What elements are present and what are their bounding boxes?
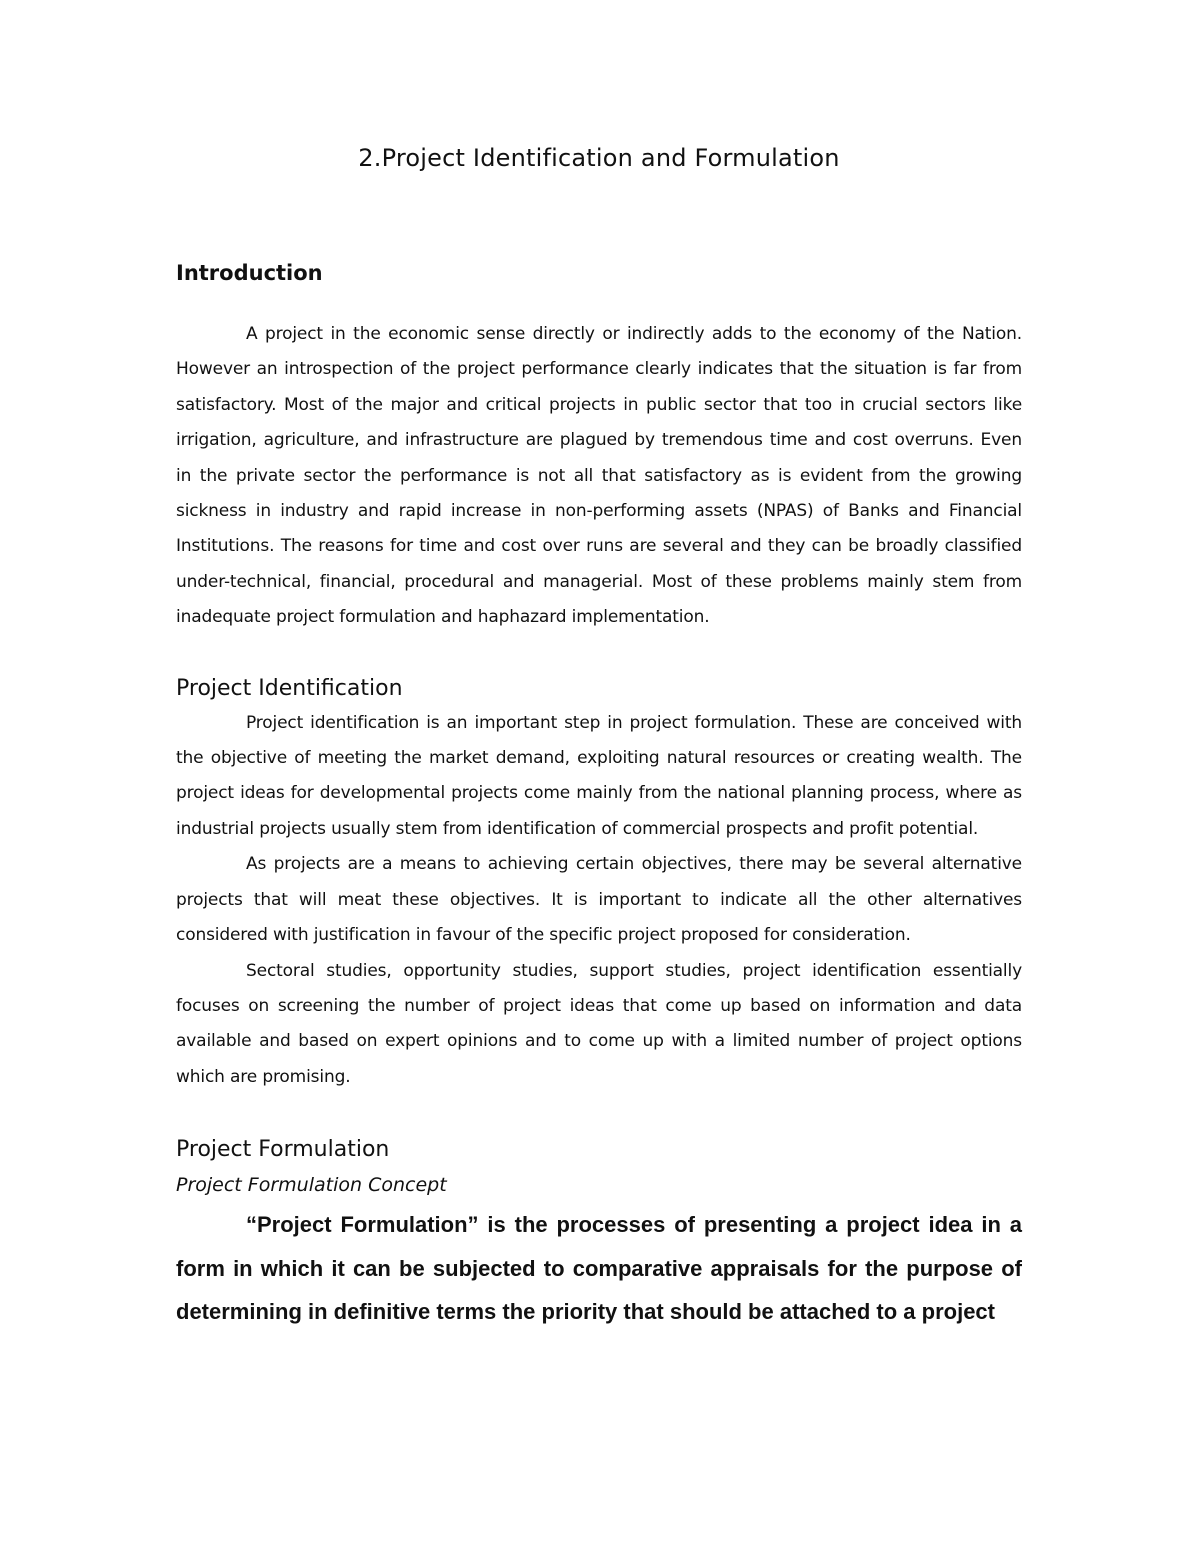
introduction-paragraph: A project in the economic sense directly or indirectly adds to the economy of the Nation. However an introspection of the project performance clearly indicates that the situation is far from satisfactory. Most of the major and critical projects in public sector that too in crucial sectors like irrigation, agriculture, and infrastructure are plagued by tremendous time and cost overruns. Even in the private sector the performance is not all that satisfactory as is evident from the growing sickness in industry and rapid increase in non-performing assets (NPAS) of Banks and Financial Institutions. The reasons for time and cost over runs are several and they can be broadly classified under-technical, financial, procedural and managerial. Most of these problems mainly stem from inadequate project formulation and haphazard implementation. bbox=[176, 324, 1022, 628]
identification-paragraph-1: Project identification is an important step in project formulation. These are conceived with the objective of meeting the market demand, exploiting natural resources or creating wealth. The project ideas for developmental projects come mainly from the national planning process, where as industrial projects usually stem from identification of commercial prospects and profit potential. bbox=[176, 712, 1022, 839]
formulation-lead-paragraph: “Project Formulation” is the processes of presenting a project idea in a form in which it can be subjected to comparative appraisals for the purpose of determining in definitive terms the priority that should be attached to a project bbox=[176, 1212, 1022, 1325]
formulation-heading: Project Formulation bbox=[176, 1137, 390, 1163]
identification-paragraph-3: Sectoral studies, opportunity studies, support studies, project identification essentially focuses on screening the number of project ideas that come up based on information and data available and based on expert opinions and to come up with a limited number of project options which are promising. bbox=[176, 960, 1022, 1087]
document-content bbox=[176, 138, 1022, 1334]
identification-heading: Project Identification bbox=[176, 675, 403, 701]
formulation-subheading: Project Formulation Concept bbox=[176, 1174, 447, 1197]
introduction-heading: Introduction bbox=[176, 261, 323, 285]
identification-paragraph-2: As projects are a means to achieving certain objectives, there may be several alternative projects that will meat these objectives. It is important to indicate all the other alternatives considered with justification in favour of the specific project proposed for consideration. bbox=[176, 854, 1022, 946]
document-title: 2.Project Identification and Formulation bbox=[358, 144, 840, 172]
